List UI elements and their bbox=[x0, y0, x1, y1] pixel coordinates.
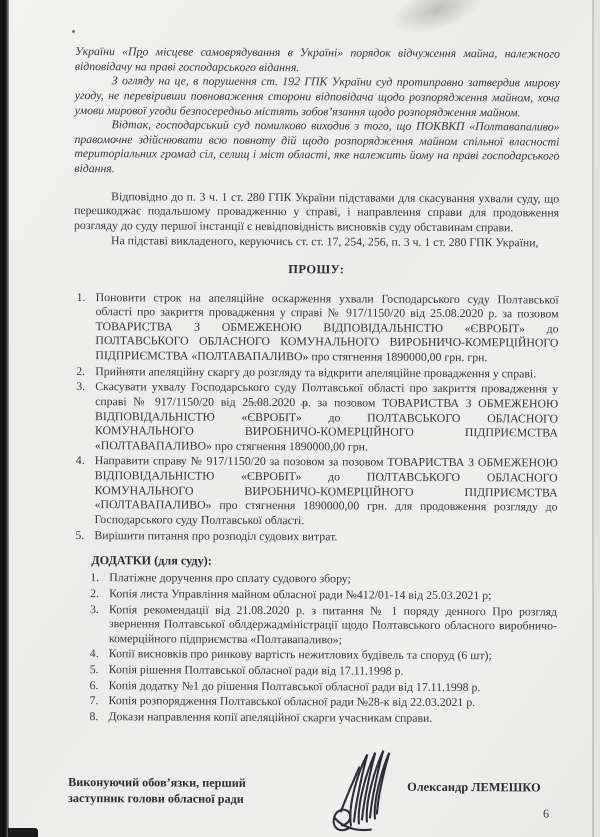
item-text: Вирішити питання про розподіл судових витрат. bbox=[94, 527, 338, 543]
item-text: Копія листа Управління майном обласної ради №412/01-14 від 25.03.2021 р; bbox=[109, 586, 492, 603]
attachment-item bbox=[72, 678, 557, 695]
request-item bbox=[72, 527, 557, 544]
attachment-item bbox=[72, 601, 557, 647]
signature-block bbox=[68, 754, 556, 837]
paragraph: Відповідно до п. 3 ч. 1 ст. 280 ГПК України підставами для скасування ухвали суду, що перешкоджає подальшому провадженню у справі, і направлення справи для продовження розгляду до суду першої інстанції є невідповідність висновків суду обставинам справи. bbox=[74, 188, 560, 235]
item-text: Копії висновків про ринкову вартість нежитлових будівель та споруд (6 шт); bbox=[108, 646, 492, 663]
item-number: 2. bbox=[90, 585, 100, 601]
paragraph: З огляду на це, в порушення ст. 192 ГПК України суд протиправно затвердив мирову угоду, не перевіривши повноваження сторони відповідача щодо розпорядження майном, хоча умови мирової угоди безпосередньо містять зобов’язання щодо розпорядження майном. bbox=[74, 73, 560, 119]
item-number: 1. bbox=[76, 289, 86, 304]
document-body bbox=[68, 44, 560, 837]
item-number: 7. bbox=[89, 693, 99, 708]
paragraph: Відтак, господарський суд помилково виходив з того, що ПОКВКП «Полтавапаливо» правомочне здійснювати всю повноту дій щодо розпорядження майном спільної власності територіальних громад сіл, селищ і міст області, яке належить йому на праві господарського відання. bbox=[74, 117, 560, 176]
item-number: 5. bbox=[75, 527, 85, 542]
item-number: 8. bbox=[89, 708, 99, 724]
item-number: 2. bbox=[76, 363, 86, 378]
item-text: Платіжне доручення про сплату судового збору; bbox=[109, 570, 351, 586]
attachment-item bbox=[72, 646, 557, 663]
item-text: Направити справу № 917/1150/20 за позовом за позовом ТОВАРИСТВА З ОБМЕЖЕНОЮ ВІДПОВІДАЛЬНІСТЮ «ЄВРОБІТ» до ПОЛТАВСЬКОГО ОБЛАСНОГО КОМУНАЛЬНОГО ВИРОБНИЧО-КОМЕРЦІЙНОГО ПІДПРИЄМСТВА «ПОЛТАВАПАЛИВО» про стягнення 1890000,00 грн. для продовження розгляду до Господарського суду Полтавської області. bbox=[94, 453, 558, 528]
attachment-item bbox=[72, 662, 557, 679]
paragraph: На підставі викладеного, керуючись ст. ст. 17, 254, 256, п. 3 ч. 1 ст. 280 ГПК України, bbox=[110, 232, 539, 249]
item-number: 4. bbox=[75, 453, 85, 468]
paragraph: України «Про місцеве самоврядування в Україні» порядок відчуження майна, належного відповідачу на праві господарського відання. bbox=[74, 44, 560, 74]
attachment-item bbox=[72, 693, 557, 710]
item-text: Копія рекомендації від 21.08.2020 р. з питання № 1 поряду денного Про розгляд звернення Полтавської облдержадміністрації щодо Полтавського обласного виробничо-комерційного підприємства «Полтавапаливо»; bbox=[108, 601, 558, 647]
item-number: 3. bbox=[76, 379, 86, 394]
signer-position-line2: заступник голови обласної ради bbox=[68, 791, 244, 806]
signer-position-line1: Виконуючий обов’язки, перший bbox=[68, 774, 246, 790]
item-number: 1. bbox=[90, 570, 100, 585]
request-item bbox=[73, 364, 558, 381]
attachments-heading: ДОДАТКИ (для суду): bbox=[91, 553, 212, 568]
item-number: 4. bbox=[89, 646, 99, 661]
attachment-item bbox=[72, 570, 557, 587]
scan-corner-mark bbox=[8, 828, 38, 837]
signer-name: Олександр ЛЕМЕШКО bbox=[407, 779, 541, 795]
request-item bbox=[73, 289, 558, 365]
page-number: 6 bbox=[542, 806, 550, 821]
item-text: Поновити строк на апеляційне оскарження ухвали Господарського суду Полтавської області про закриття провадження у справі № 917/1150/20 від 25.08.2020 р. за позовом ТОВАРИСТВА З ОБМЕЖЕНОЮ ВІДПОВІДАЛЬНІСТЮ «ЄВРОБІТ» до ПОЛТАВСЬКОГО ОБЛАСНОГО КОМУНАЛЬНОГО ВИРОБНИЧО-КОМЕРЦІЙНОГО ПІДПРИЄМСТВА «ПОЛТАВАПАЛИВО» про стягнення 1890000,00 грн. грн. bbox=[95, 289, 559, 365]
item-number: 3. bbox=[90, 601, 99, 616]
item-text: Прийняти апеляційну скаргу до розгляду та відкрити апеляційне провадження у справі. bbox=[95, 363, 537, 381]
item-text: Копія рішення Полтавської обласної ради від 17.11.1998 р. bbox=[108, 662, 404, 678]
item-text: Копія розпорядження Полтавської обласної ради №28-к від 22.03.2021 р. bbox=[108, 693, 476, 710]
handwritten-signature-icon bbox=[321, 747, 413, 837]
attachment-item bbox=[71, 709, 556, 726]
scan-right-band bbox=[594, 0, 600, 837]
request-list bbox=[72, 289, 558, 544]
request-heading: ПРОШУ: bbox=[288, 262, 345, 277]
item-number: 5. bbox=[89, 662, 99, 677]
item-text: Копія додатку №1 до рішення Полтавської обласної ради від 17.11.1998 р. bbox=[108, 677, 481, 694]
signer-position bbox=[68, 774, 298, 807]
attachment-item bbox=[72, 586, 557, 603]
attachments-list bbox=[71, 570, 557, 726]
request-item bbox=[72, 453, 557, 529]
item-text: Скасувати ухвалу Господарського суду Полтавської області про закриття провадження у справі № 917/1150/20 від 25.08.2020 р. за позовом ТОВАРИСТВА З ОБМЕЖЕНОЮ ВІДПОВІДАЛЬНІСТЮ «ЄВРОБІТ» до ПОЛТАВСЬКОГО ОБЛАСНОГО КОМУНАЛЬНОГО ВИРОБНИЧО-КОМЕРЦІЙНОГО ПІДПРИЄМСТВА «ПОЛТАВАПАЛИВО» про стягнення 1890000,00 грн. bbox=[94, 379, 559, 454]
item-number: 6. bbox=[89, 677, 99, 692]
scan-speck bbox=[72, 30, 75, 33]
request-item bbox=[73, 379, 558, 455]
scan-left-edge bbox=[0, 0, 9, 837]
scan-right-edge-line bbox=[592, 0, 594, 837]
item-text: Докази направлення копії апеляційної скарги учасникам справи. bbox=[108, 709, 433, 725]
